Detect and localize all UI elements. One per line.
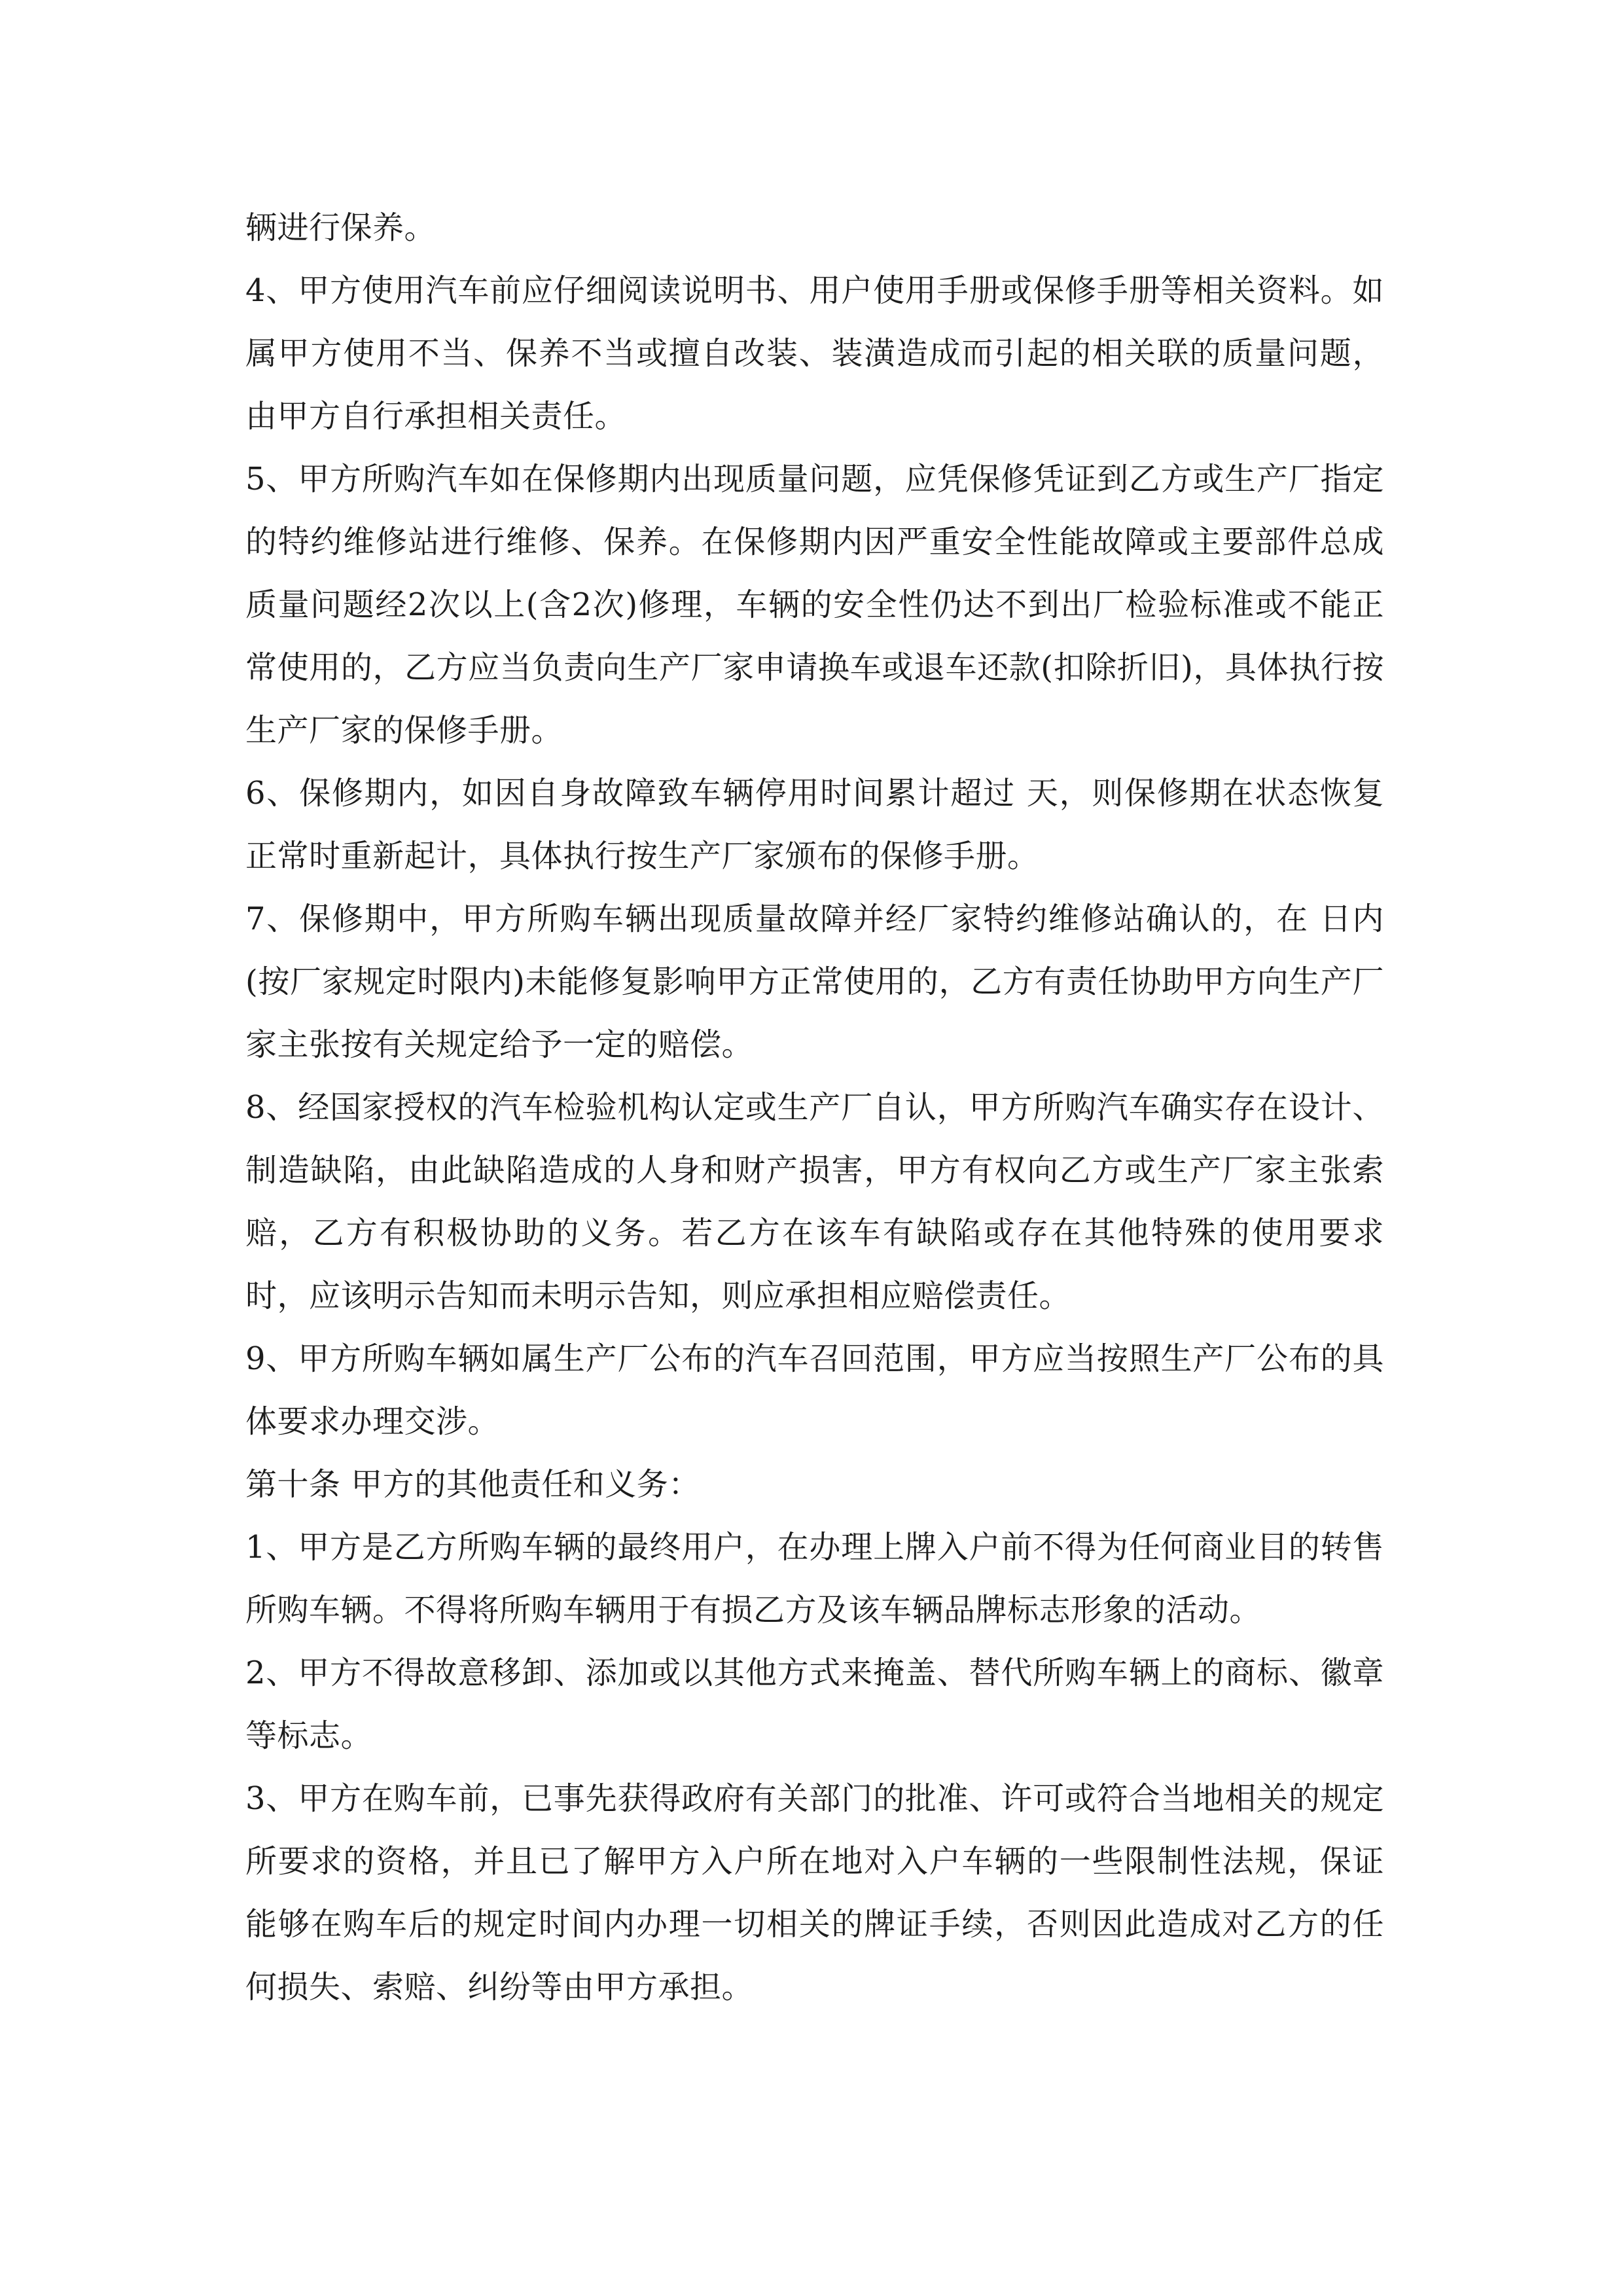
paragraph-article-10-item-1: 1、甲方是乙方所购车辆的最终用户，在办理上牌入户前不得为任何商业目的转售所购车辆。不得将所购车辆用于有损乙方及该车辆品牌标志形象的活动。 [245,1529,1384,1628]
document-body [245,196,1384,2018]
paragraph-clause-5: 5、甲方所购汽车如在保修期内出现质量问题，应凭保修凭证到乙方或生产厂指定的特约维修站进行维修、保养。在保修期内因严重安全性能故障或主要部件总成质量问题经2次以上(含2次)修理，车辆的安全性仍达不到出厂检验标准或不能正常使用的，乙方应当负责向生产厂家申请换车或退车还款(扣除折旧)，具体执行按生产厂家的保修手册。 [245,461,1384,749]
paragraph-clause-4: 4、甲方使用汽车前应仔细阅读说明书、用户使用手册或保修手册等相关资料。如属甲方使用不当、保养不当或擅自改装、装潢造成而引起的相关联的质量问题，由甲方自行承担相关责任。 [245,272,1384,435]
paragraph-clause-6: 6、保修期内，如因自身故障致车辆停用时间累计超过 天，则保修期在状态恢复正常时重新起计，具体执行按生产厂家颁布的保修手册。 [245,775,1384,874]
section-heading-article-10: 第十条 甲方的其他责任和义务： [245,1466,700,1503]
paragraph-clause-9: 9、甲方所购车辆如属生产厂公布的汽车召回范围，甲方应当按照生产厂公布的具体要求办理交涉。 [245,1340,1384,1440]
paragraph-continuation: 辆进行保养。 [245,209,437,246]
paragraph-article-10-item-2: 2、甲方不得故意移卸、添加或以其他方式来掩盖、替代所购车辆上的商标、徽章等标志。 [245,1655,1384,1754]
paragraph-clause-8: 8、经国家授权的汽车检验机构认定或生产厂自认，甲方所购汽车确实存在设计、制造缺陷，由此缺陷造成的人身和财产损害，甲方有权向乙方或生产厂家主张索赔，乙方有积极协助的义务。若乙方在该车有缺陷或存在其他特殊的使用要求时，应该明示告知而未明示告知，则应承担相应赔偿责任。 [245,1089,1384,1314]
paragraph-article-10-item-3: 3、甲方在购车前，已事先获得政府有关部门的批准、许可或符合当地相关的规定所要求的资格，并且已了解甲方入户所在地对入户车辆的一些限制性法规，保证能够在购车后的规定时间内办理一切相关的牌证手续，否则因此造成对乙方的任何损失、索赔、纠纷等由甲方承担。 [245,1780,1384,2005]
paragraph-clause-7: 7、保修期中，甲方所购车辆出现质量故障并经厂家特约维修站确认的，在 日内(按厂家规定时限内)未能修复影响甲方正常使用的，乙方有责任协助甲方向生产厂家主张按有关规定给予一定的赔偿。 [245,901,1384,1063]
